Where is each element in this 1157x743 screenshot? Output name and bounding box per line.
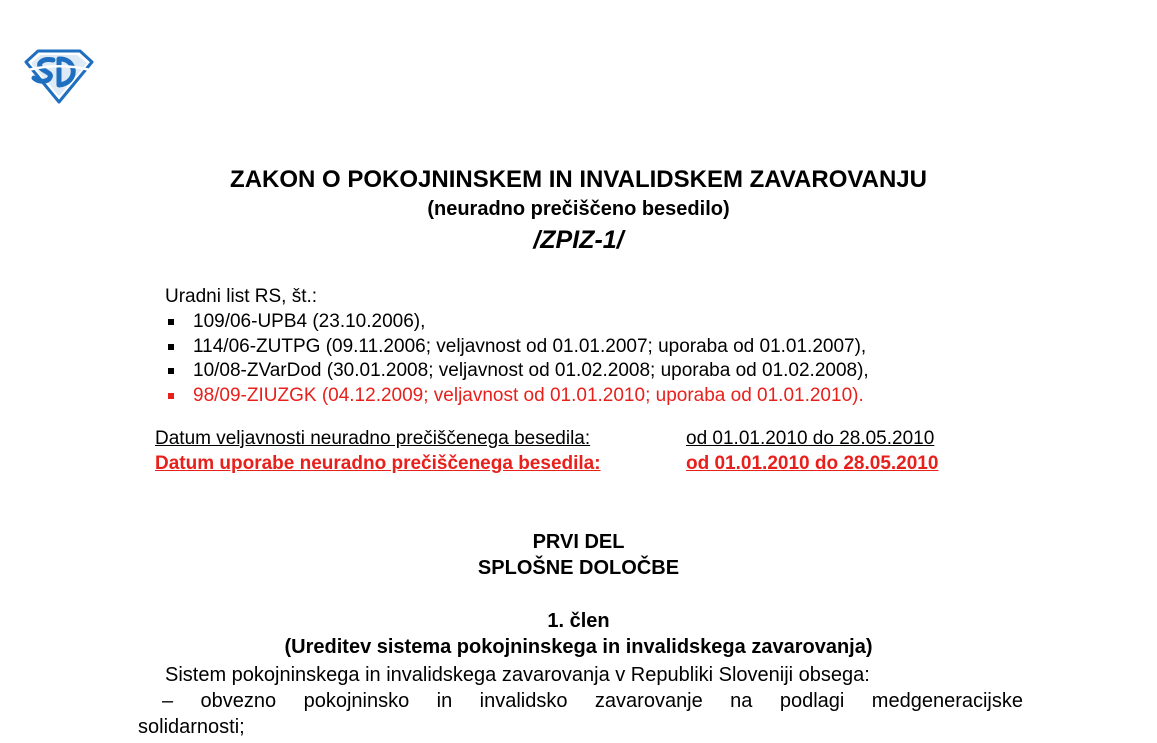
- part-number: PRVI DEL: [532, 531, 625, 553]
- amendment-item: [165, 335, 869, 360]
- validity-row: [155, 426, 938, 451]
- article-number: 1. člen: [547, 610, 610, 632]
- amendment-text: 109/06-UPB4 (23.10.2006),: [193, 311, 426, 332]
- amendment-text: 10/08-ZVarDod (30.01.2008; veljavnost od 01.02.2008; uporaba od 01.02.2008),: [193, 360, 869, 381]
- amendment-item: [165, 359, 869, 384]
- amendment-item-current: [165, 384, 869, 409]
- law-short-name: /ZPIZ-1/: [533, 226, 624, 254]
- usage-value: od 01.01.2010 do 28.05.2010: [686, 453, 939, 474]
- validity-value: od 01.01.2010 do 28.05.2010: [686, 428, 935, 449]
- part-name: SPLOŠNE DOLOČBE: [477, 557, 680, 579]
- square-bullet-icon: [168, 344, 174, 350]
- article-title: (Ureditev sistema pokojninskega in invalidskega zavarovanja): [284, 636, 873, 658]
- validity-label: Datum veljavnosti neuradno prečiščenega besedila:: [155, 428, 591, 449]
- law-title: ZAKON O POKOJNINSKEM IN INVALIDSKEM ZAVAROVANJU: [230, 166, 927, 193]
- article-paragraph: – obvezno pokojninsko in invalidsko zavarovanje na podlagi medgeneracijske solidarnosti;: [138, 690, 1023, 738]
- amendment-text: 114/06-ZUTPG (09.11.2006; veljavnost od 01.01.2007; uporaba od 01.01.2007),: [193, 335, 867, 357]
- law-subtitle: (neuradno prečiščeno besedilo): [427, 198, 730, 220]
- square-bullet-icon: [168, 368, 174, 374]
- amendment-item: [165, 310, 869, 335]
- validity-dates: [155, 426, 938, 476]
- usage-row: [155, 451, 938, 476]
- gazette-label: Uradni list RS, št.:: [165, 286, 318, 307]
- sd-shield-logo-icon: [22, 48, 96, 104]
- amendment-text: 98/09-ZIUZGK (04.12.2009; veljavnost od 01.01.2010; uporaba od 01.01.2010).: [193, 384, 864, 406]
- amendment-list: [165, 310, 869, 408]
- usage-label: Datum uporabe neuradno prečiščenega besedila:: [155, 453, 601, 474]
- square-bullet-icon: [168, 319, 174, 325]
- square-bullet-icon: [168, 393, 174, 399]
- article-paragraph: Sistem pokojninskega in invalidskega zavarovanja v Republiki Sloveniji obsega:: [165, 664, 870, 686]
